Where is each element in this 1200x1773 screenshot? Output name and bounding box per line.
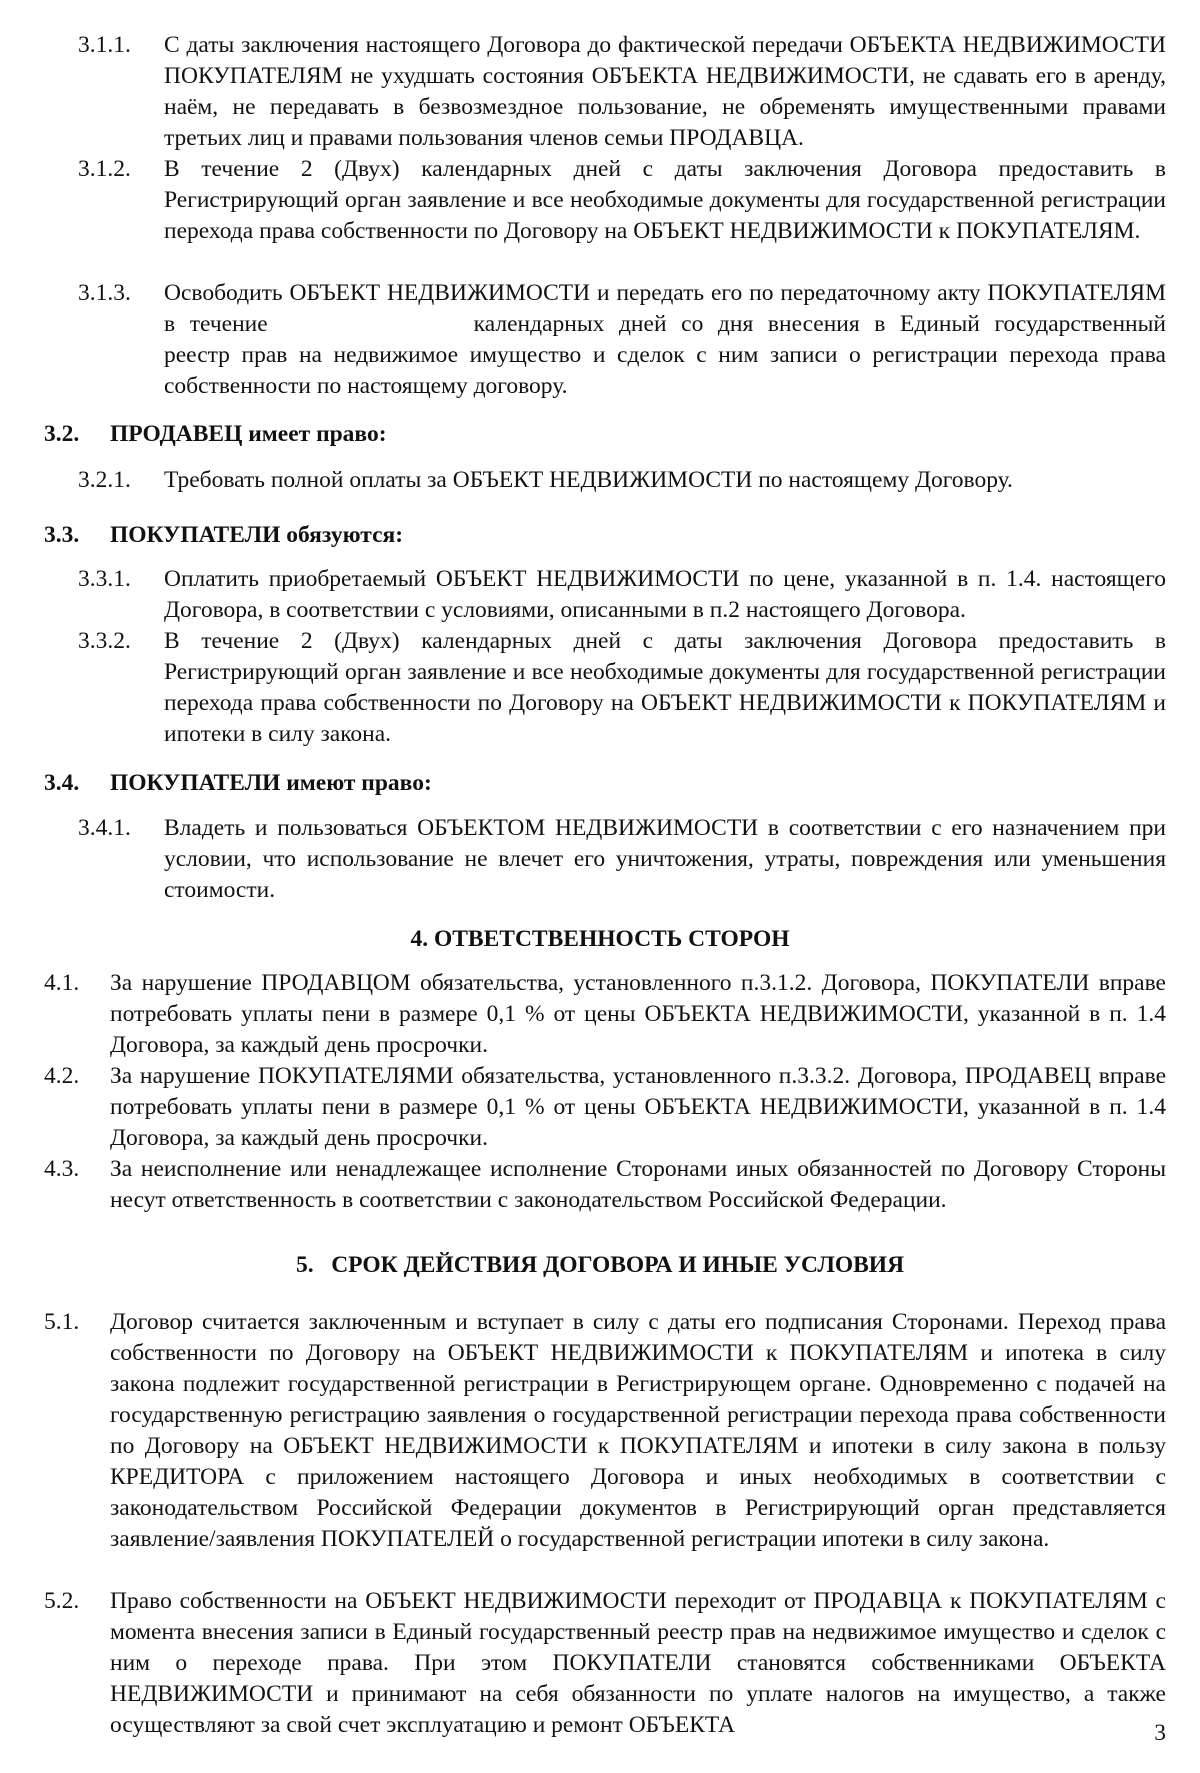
clause-3-1-1 — [78, 30, 1166, 154]
section-5-title: 5. СРОК ДЕЙСТВИЯ ДОГОВОРА И ИНЫЕ УСЛОВИЯ — [295, 1252, 905, 1278]
clause-3-1-2 — [78, 154, 1166, 247]
clause-number: 3.1.1. — [78, 32, 131, 58]
clause-4-2 — [44, 1061, 1166, 1154]
clause-5-2 — [44, 1586, 1166, 1741]
page-number: 3 — [1154, 1720, 1166, 1746]
clause-3-1-3 — [78, 278, 1166, 402]
clause-3-2-1 — [78, 465, 1166, 496]
clause-number: 5.1. — [44, 1309, 80, 1335]
section-4-title: 4. ОТВЕТСТВЕННОСТЬ СТОРОН — [410, 926, 790, 952]
clause-text: За неисполнение или ненадлежащее исполнение Сторонами иных обязанностей по Договору Стороны несут ответственность в соответствии с законодательством Российской Федерации. — [110, 1156, 1166, 1213]
clause-number: 4.3. — [44, 1156, 80, 1182]
clause-3-3-1 — [78, 564, 1166, 626]
clause-text-part-a: Освободить ОБЪЕКТ НЕДВИЖИМОСТИ и передать его по передаточному акту ПОКУПАТЕЛЯМ в течение — [164, 280, 1166, 337]
clause-3-4-1 — [78, 813, 1166, 906]
heading-3-2 — [44, 419, 387, 450]
clause-text — [164, 278, 1166, 402]
heading-number: 3.3. — [44, 522, 80, 548]
clause-number: 3.1.3. — [78, 280, 131, 306]
clause-text: С даты заключения настоящего Договора до фактической передачи ОБЪЕКТА НЕДВИЖИМОСТИ ПОКУПАТЕЛЯМ не ухудшать состояния ОБЪЕКТА НЕДВИЖИМОСТИ, не сдавать его в аренду, наём, не передавать в безвозмездное пользование, не обременять имущественными правами третьих лиц и правами пользования членов семьи ПРОДАВЦА. — [164, 32, 1166, 151]
clause-text-part-b: календарных дней со дня внесения в Единый государственный реестр прав на недвижимое имущество и сделок с ним записи о регистрации перехода права собственности по настоящему договору. — [164, 311, 1166, 399]
heading-3-3 — [44, 520, 403, 551]
clause-text: Владеть и пользоваться ОБЪЕКТОМ НЕДВИЖИМОСТИ в соответствии с его назначением при условии, что использование не влечет его уничтожения, утраты, повреждения или уменьшения стоимости. — [164, 815, 1166, 903]
clause-number: 3.1.2. — [78, 156, 131, 182]
clause-4-3 — [44, 1154, 1166, 1216]
clause-number: 3.3.1. — [78, 566, 131, 592]
heading-text: ПОКУПАТЕЛИ имеют право: — [110, 770, 432, 796]
clause-text: Требовать полной оплаты за ОБЪЕКТ НЕДВИЖИМОСТИ по настоящему Договору. — [164, 467, 1013, 493]
clause-text: За нарушение ПРОДАВЦОМ обязательства, установленного п.3.1.2. Договора, ПОКУПАТЕЛИ вправе потребовать уплаты пени в размере 0,1 % от цены ОБЪЕКТА НЕДВИЖИМОСТИ, указанной в п. 1.4 Договора, за каждый день просрочки. — [110, 970, 1166, 1058]
clause-4-1 — [44, 968, 1166, 1061]
clause-text: Право собственности на ОБЪЕКТ НЕДВИЖИМОСТИ переходит от ПРОДАВЦА к ПОКУПАТЕЛЯМ с момента внесения записи в Единый государственный реестр прав на недвижимое имущество и сделок с ним о переходе права. При этом ПОКУПАТЕЛИ становятся собственниками ОБЪЕКТА НЕДВИЖИМОСТИ и принимают на себя обязанности по уплате налогов на имущество, а также осуществляют за свой счет эксплуатацию и ремонт ОБЪЕКТА — [110, 1588, 1166, 1738]
clause-text: В течение 2 (Двух) календарных дней с даты заключения Договора предоставить в Регистрирующий орган заявление и все необходимые документы для государственной регистрации перехода права собственности по Договору на ОБЪЕКТ НЕДВИЖИМОСТИ к ПОКУПАТЕЛЯМ и ипотеки в силу закона. — [164, 628, 1166, 747]
clause-text: В течение 2 (Двух) календарных дней с даты заключения Договора предоставить в Регистрирующий орган заявление и все необходимые документы для государственной регистрации перехода права собственности по Договору на ОБЪЕКТ НЕДВИЖИМОСТИ к ПОКУПАТЕЛЯМ. — [164, 156, 1166, 244]
clause-number: 4.1. — [44, 970, 80, 996]
clause-number: 4.2. — [44, 1063, 80, 1089]
clause-5-1 — [44, 1307, 1166, 1555]
clause-number: 3.3.2. — [78, 628, 131, 654]
clause-number: 5.2. — [44, 1588, 80, 1614]
clause-number: 3.2.1. — [78, 467, 131, 493]
heading-number: 3.2. — [44, 421, 80, 447]
clause-text: Оплатить приобретаемый ОБЪЕКТ НЕДВИЖИМОСТИ по цене, указанной в п. 1.4. настоящего Договора, в соответствии с условиями, описанными в п.2 настоящего Договора. — [164, 566, 1166, 623]
clause-text: Договор считается заключенным и вступает в силу с даты его подписания Сторонами. Переход права собственности по Договору на ОБЪЕКТ НЕДВИЖИМОСТИ к ПОКУПАТЕЛЯМ и ипотека в силу закона подлежит государственной регистрации в Регистрирующем органе. Одновременно с подачей на государственную регистрацию заявления о государственной регистрации перехода права собственности по Договору на ОБЪЕКТ НЕДВИЖИМОСТИ к ПОКУПАТЕЛЯМ и ипотеки в силу закона в пользу КРЕДИТОРА с приложением настоящего Договора и иных необходимых в соответствии с законодательством Российской Федерации документов в Регистрирующий орган представляется заявление/заявления ПОКУПАТЕЛЕЙ о государственной регистрации ипотеки в силу закона. — [110, 1309, 1166, 1552]
clause-number: 3.4.1. — [78, 815, 131, 841]
heading-number: 3.4. — [44, 770, 80, 796]
heading-text: ПОКУПАТЕЛИ обязуются: — [110, 522, 404, 548]
clause-3-3-2 — [78, 626, 1166, 750]
heading-3-4 — [44, 768, 432, 799]
clause-text: За нарушение ПОКУПАТЕЛЯМИ обязательства, установленного п.3.3.2. Договора, ПРОДАВЕЦ вправе потребовать уплаты пени в размере 0,1 % от цены ОБЪЕКТА НЕДВИЖИМОСТИ, указанной в п. 1.4 Договора, за каждый день просрочки. — [110, 1063, 1166, 1151]
heading-text: ПРОДАВЕЦ имеет право: — [110, 421, 387, 447]
